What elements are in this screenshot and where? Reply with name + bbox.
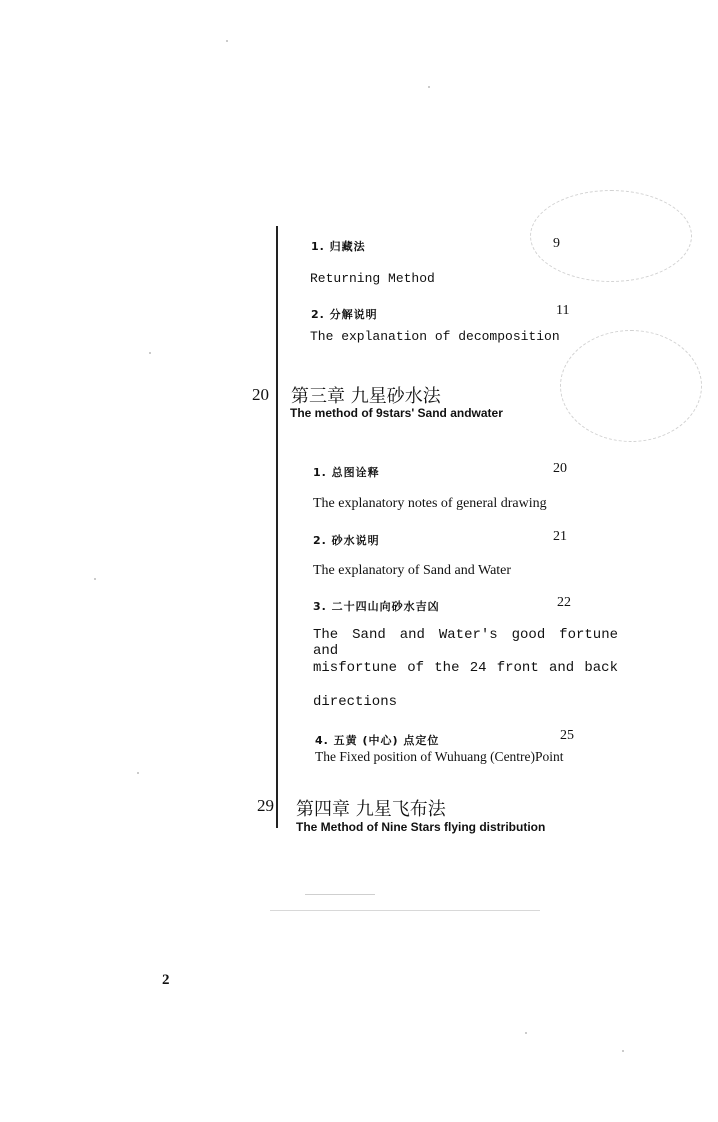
scan-speck: [622, 1050, 624, 1052]
scan-speck: [305, 894, 375, 895]
toc-entry-zh: 1. 总图诠释: [313, 466, 380, 479]
toc-entry-en-line: The Sand and Water's good fortune and: [313, 627, 618, 659]
toc-entry-en-line: directions: [313, 694, 398, 710]
toc-entry-page: 11: [556, 303, 570, 318]
scan-speck: [525, 1032, 527, 1034]
chapter-title: 第四章 九星飞布法: [296, 799, 446, 820]
toc-entry-page: 25: [560, 728, 574, 743]
chapter-page-number: 20: [252, 385, 269, 404]
toc-entry-zh: 2. 分解说明: [311, 308, 378, 321]
scan-speck: [226, 40, 228, 42]
toc-entry-page: 9: [553, 236, 560, 251]
toc-entry-page: 22: [557, 595, 571, 610]
chapter-page-number: 29: [257, 796, 274, 815]
chapter-subtitle: The Method of Nine Stars flying distribution: [296, 820, 546, 834]
toc-entry-en-line: misfortune of the 24 front and back: [313, 660, 618, 676]
toc-vertical-rule: [276, 226, 278, 828]
toc-entry-zh: 3. 二十四山向砂水吉凶: [313, 600, 440, 613]
toc-entry-en: The explanatory notes of general drawing: [313, 496, 547, 511]
toc-entry-en: The Fixed position of Wuhuang (Centre)Point: [315, 749, 564, 764]
toc-entry-page: 20: [553, 461, 567, 476]
chapter-title: 第三章 九星砂水法: [291, 386, 441, 407]
toc-entry-en: Returning Method: [310, 271, 435, 286]
toc-entry-zh: 1. 归藏法: [311, 240, 366, 253]
toc-entry-zh: 2. 砂水说明: [313, 534, 380, 547]
scan-speck: [428, 86, 430, 88]
toc-entry-en: The explanatory of Sand and Water: [313, 563, 512, 578]
scan-speck: [94, 578, 96, 580]
scan-smudge: [560, 330, 702, 442]
scan-speck: [137, 772, 139, 774]
chapter-subtitle: The method of 9stars' Sand andwater: [290, 406, 503, 420]
toc-entry-page: 21: [553, 529, 567, 544]
page-number: 2: [162, 972, 170, 988]
toc-entry-en: The explanation of decomposition: [310, 329, 560, 344]
scan-speck: [149, 352, 151, 354]
toc-entry-zh: 4. 五黄 (中心) 点定位: [315, 734, 440, 747]
scan-speck: [270, 910, 540, 911]
